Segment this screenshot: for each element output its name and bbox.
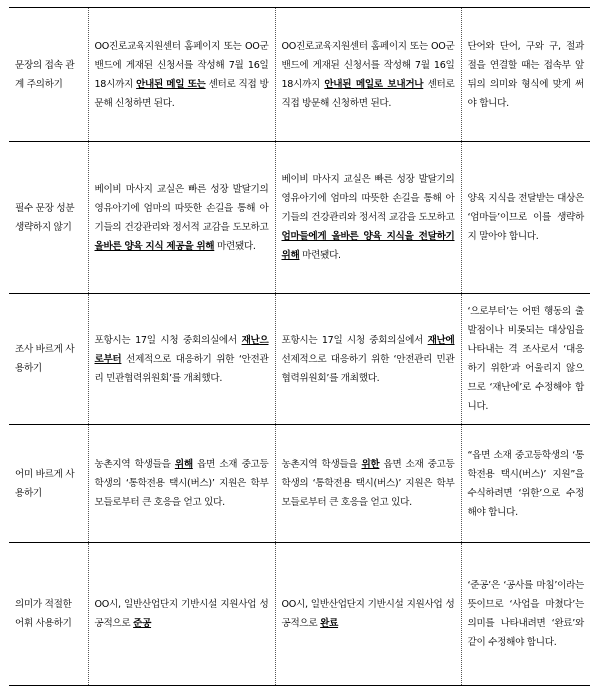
wrong-example-text: 베이비 마사지 교실은 빠른 성장 발달기의 영유아기에 엄마의 따뜻한 손길을 통해 아기들의 건강관리와 정서적 교감을 도모하고	[94, 183, 269, 233]
rule-cell: 문장의 접속 관계 주의하기	[9, 8, 88, 142]
corrected-example-text: 베이비 마사지 교실은 빠른 성장 발달기의 영유아기에 엄마의 따뜻한 손길을 통해 아기들의 건강관리와 정서적 교감을 도모하고	[281, 174, 455, 223]
wrong-example-cell	[88, 8, 275, 142]
explanation-cell: 단어와 단어, 구와 구, 절과 절을 연결할 때는 접속부 앞뒤의 의미와 형식에 맞게 써야 합니다.	[461, 8, 590, 142]
wrong-example-text: OO진로교육지원센터 홈페이지 또는 OO군 밴드에 게재된 신청서를 작성해 7월 16일 18시까지	[94, 40, 269, 90]
wrong-highlight: 위해	[174, 459, 193, 470]
rule-cell: 의미가 적절한 어휘 사용하기	[9, 543, 88, 686]
wrong-highlight: 올바른 양육 지식 제공을 위해	[94, 240, 215, 252]
corrected-example-text: 읍면 소재 중고등학생의 ‘통학전용 택시(버스)’ 지원은 학부모들로부터 큰 호응을 얻고 있다.	[281, 459, 455, 508]
corrected-example-text: 포항시는 17일 시청 중회의실에서	[281, 334, 428, 346]
corrected-example-cell	[275, 142, 461, 294]
wrong-example-text: OO시, 일반산업단지 기반시설 지원사업 성공적으로	[94, 599, 269, 629]
corrected-example-cell	[275, 425, 461, 543]
corrected-highlight: 안내된 메일로 보내거나	[324, 78, 424, 90]
wrong-example-cell	[88, 425, 275, 543]
corrected-example-text: OO시, 일반산업단지 기반시설 지원사업 성공적으로	[281, 599, 455, 629]
explanation-cell: ‘준공’은 ‘공사를 마침’이라는 뜻이므로 ‘사업을 마쳤다’는 의미를 나타내려면 ‘완료’와 같이 수정해야 합니다.	[461, 543, 590, 686]
explanation-cell: ‘으로부터’는 어떤 행동의 출발점이나 비롯되는 대상임을 나타내는 격 조사로서 ‘대응하기 위한’과 어울리지 않으므로 ‘재난에’로 수정해야 합니다.	[461, 294, 590, 425]
writing-guide-table	[9, 7, 590, 686]
wrong-example-text: 읍면 소재 중고등학생의 ‘통학전용 택시(버스)’ 지원은 학부모들로부터 큰 호응을 얻고 있다.	[94, 459, 269, 508]
table-row	[9, 425, 590, 543]
rule-cell: 필수 문장 성분 생략하지 않기	[9, 142, 88, 294]
corrected-highlight: 완료	[320, 618, 339, 629]
corrected-example-text: 센터로 직접 방문해 신청하면 된다.	[281, 78, 455, 109]
wrong-highlight: 재난으로부터	[94, 334, 269, 365]
corrected-example-cell	[275, 543, 461, 686]
wrong-example-text: 센터로 직접 방문해 신청하면 된다.	[94, 78, 269, 109]
wrong-example-cell	[88, 142, 275, 294]
corrected-example-text: 선제적으로 대응하기 위한 ‘안전관리 민관협력위원회’를 개최했다.	[281, 353, 455, 384]
corrected-example-text: OO진로교육지원센터 홈페이지 또는 OO군 밴드에 게재된 신청서를 작성해 7월 16일 18시까지	[281, 40, 455, 90]
wrong-highlight: 안내된 메일 또는	[136, 78, 206, 90]
rule-cell: 조사 바르게 사용하기	[9, 294, 88, 425]
wrong-example-text: 선제적으로 대응하기 위한 ‘안전관리 민관협력위원회’를 개최했다.	[94, 353, 269, 384]
corrected-example-cell	[275, 8, 461, 142]
wrong-example-cell	[88, 543, 275, 686]
corrected-highlight: 재난에	[427, 334, 455, 346]
corrected-example-text: 농촌지역 학생들을	[281, 459, 362, 470]
rule-cell: 어미 바르게 사용하기	[9, 425, 88, 543]
table-row	[9, 294, 590, 425]
corrected-highlight: 엄마들에게 올바른 양육 지식을 전달하기 위해	[281, 231, 455, 261]
table-row	[9, 543, 590, 686]
wrong-example-cell	[88, 294, 275, 425]
wrong-example-text: 포항시는 17일 시청 중회의실에서	[94, 334, 242, 346]
table-row	[9, 8, 590, 142]
wrong-example-text: 마련됐다.	[214, 240, 256, 252]
explanation-cell: “읍면 소재 중고등학생의 ‘통학전용 택시(버스)’ 지원”을 수식하려면 ‘위한’으로 수정해야 합니다.	[461, 425, 590, 543]
corrected-highlight: 위한	[361, 459, 380, 470]
corrected-example-cell	[275, 294, 461, 425]
explanation-cell: 양육 지식을 전달받는 대상은 ‘엄마들’이므로 이를 생략하지 말아야 합니다.	[461, 142, 590, 294]
corrected-example-text: 마련됐다.	[299, 250, 341, 261]
table-row	[9, 142, 590, 294]
wrong-example-text: 농촌지역 학생들을	[94, 459, 175, 470]
wrong-highlight: 준공	[133, 618, 152, 629]
